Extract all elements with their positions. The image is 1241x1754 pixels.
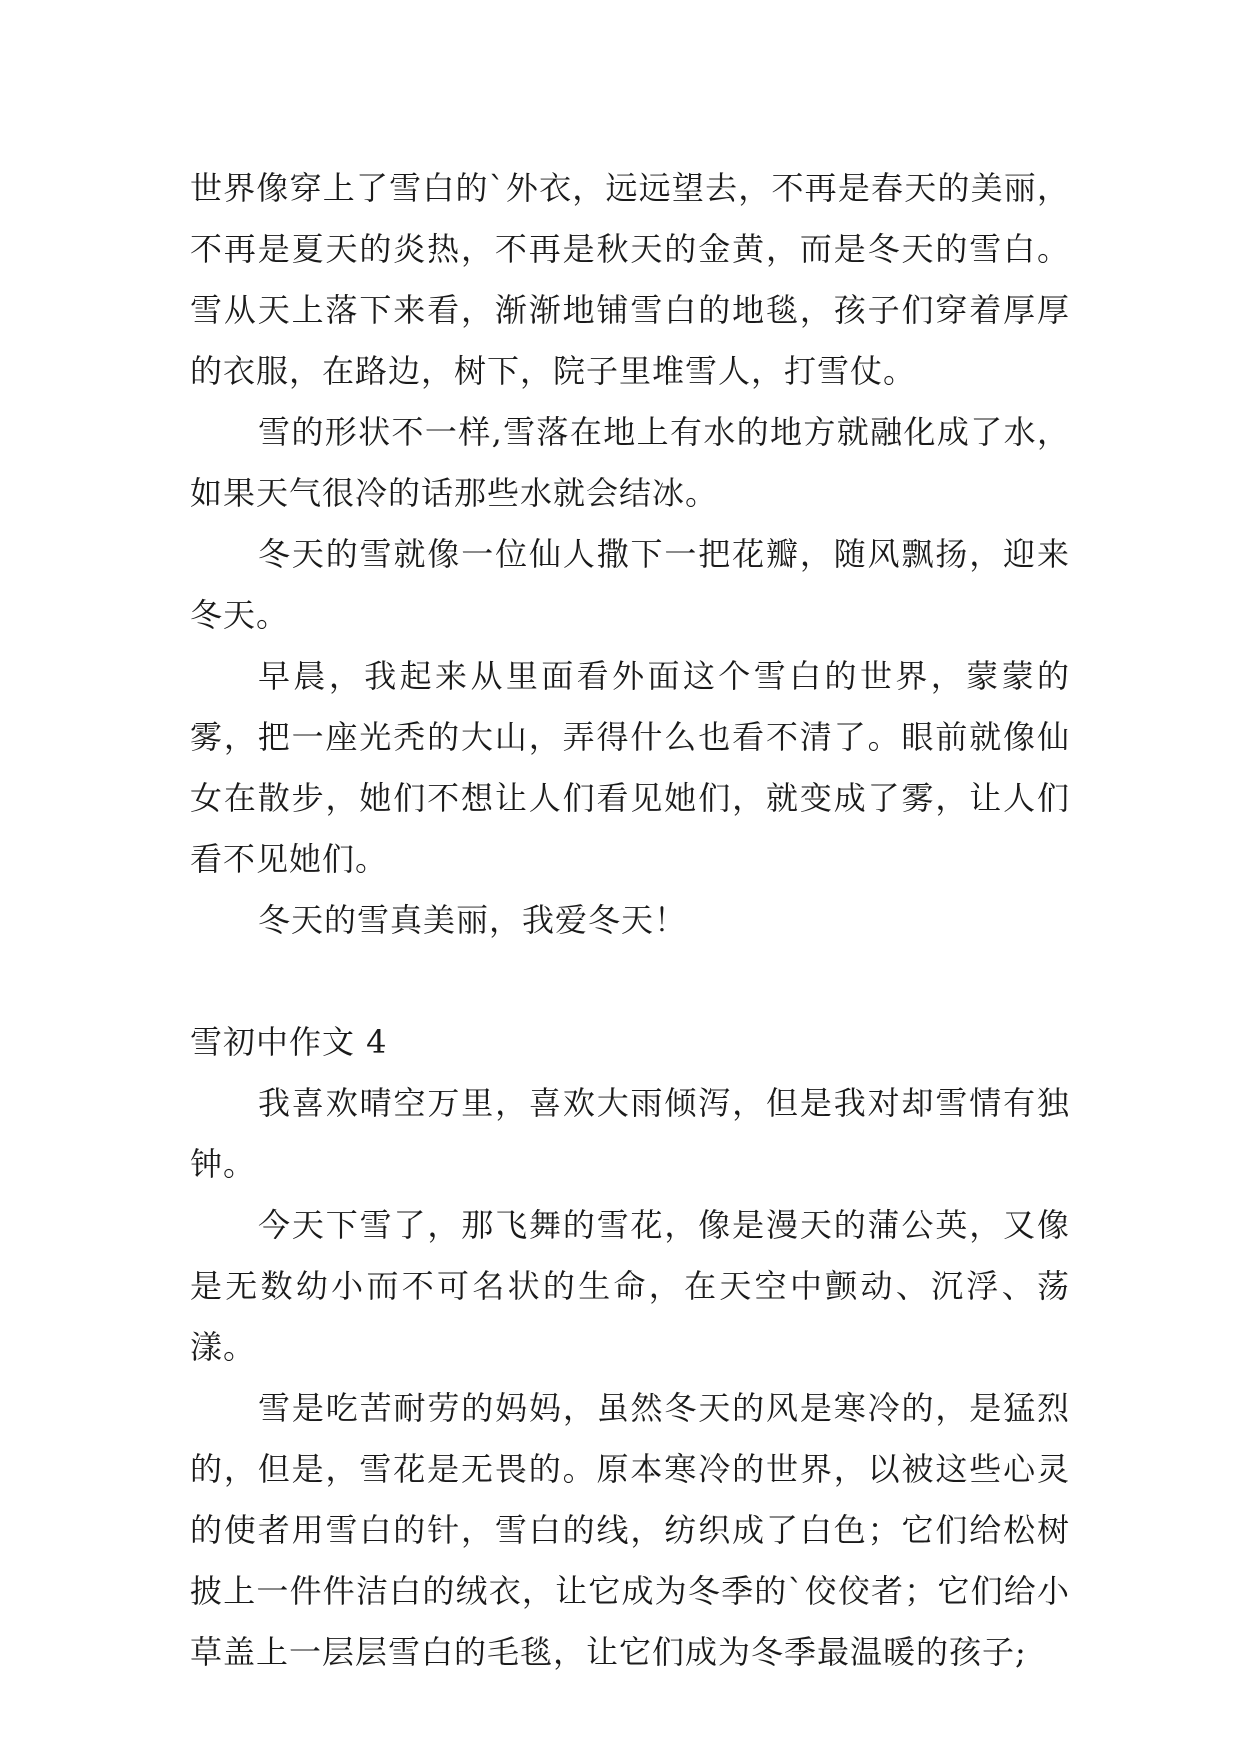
- paragraph: 我喜欢晴空万里，喜欢大雨倾泻，但是我对却雪情有独钟。: [190, 1084, 1070, 1183]
- paragraph: 今天下雪了，那飞舞的雪花，像是漫天的蒲公英，又像是无数幼小而不可名状的生命，在天空中颤动、沉浮、荡漾。: [190, 1206, 1070, 1366]
- paragraph: 冬天的雪真美丽，我爱冬天！: [258, 901, 688, 939]
- section-gap: [190, 951, 1070, 1012]
- paragraph: 雪的形状不一样,雪落在地上有水的地方就融化成了水，如果天气很冷的话那些水就会结冰。: [190, 413, 1070, 512]
- section-heading: 雪初中作文 4: [190, 1023, 388, 1061]
- document-body: [190, 158, 1070, 1683]
- paragraph: 世界像穿上了雪白的`外衣，远远望去，不再是春天的美丽，不再是夏天的炎热，不再是秋天的金黄，而是冬天的雪白。雪从天上落下来看，渐渐地铺雪白的地毯，孩子们穿着厚厚的衣服，在路边，树下，院子里堆雪人，打雪仗。: [190, 169, 1070, 390]
- paragraph: 早晨，我起来从里面看外面这个雪白的世界，蒙蒙的雾，把一座光秃的大山，弄得什么也看不清了。眼前就像仙女在散步，她们不想让人们看见她们，就变成了雾，让人们看不见她们。: [190, 657, 1070, 878]
- paragraph: 雪是吃苦耐劳的妈妈，虽然冬天的风是寒冷的，是猛烈的，但是，雪花是无畏的。原本寒冷的世界，以被这些心灵的使者用雪白的针，雪白的线，纺织成了白色；它们给松树披上一件件洁白的绒衣，让它成为冬季的`佼佼者；它们给小草盖上一层层雪白的毛毯，让它们成为冬季最温暖的孩子;: [190, 1389, 1070, 1671]
- paragraph: 冬天的雪就像一位仙人撒下一把花瓣，随风飘扬，迎来冬天。: [190, 535, 1070, 634]
